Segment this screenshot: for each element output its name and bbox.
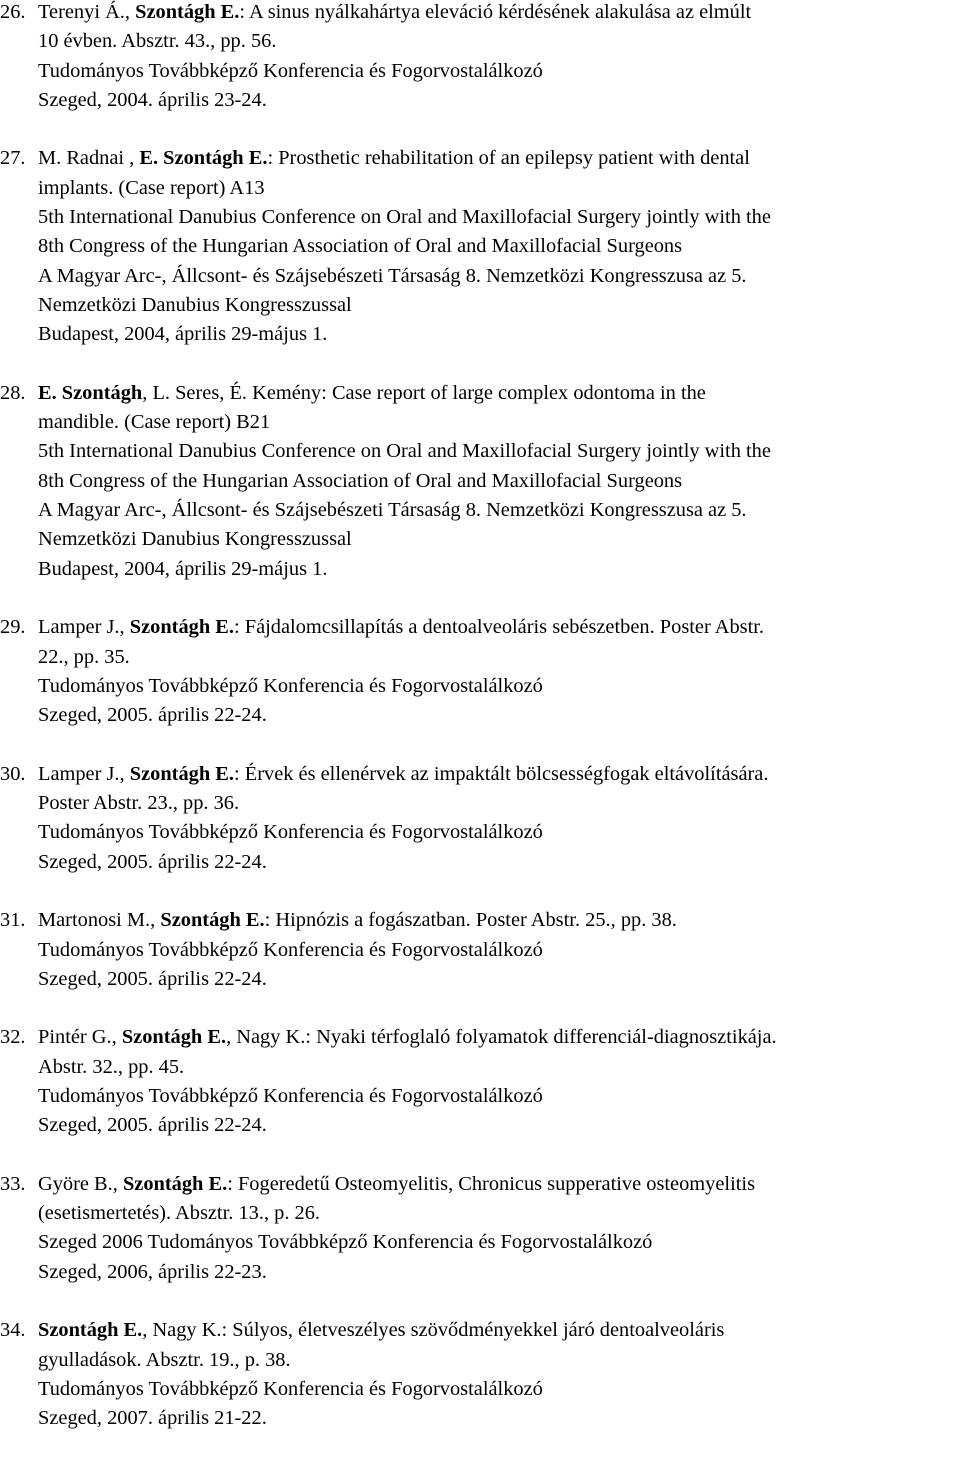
reference-text: Szeged, 2006, április 22-23. xyxy=(38,1260,267,1283)
reference-text: : A sinus nyálkahártya eleváció kérdésének alakulása az elmúlt xyxy=(239,1,752,23)
reference-line xyxy=(38,965,960,994)
author-highlight: Szontágh E. xyxy=(129,616,234,639)
reference-text: : Fájdalomcsillapítás a dentoalveoláris sebészetben. Poster Abstr. xyxy=(233,616,765,639)
reference-text: Lamper J., xyxy=(38,616,130,639)
author-highlight: E. Szontágh E. xyxy=(139,147,268,170)
reference-number: 26. xyxy=(0,1,26,23)
reference-line xyxy=(38,291,960,320)
reference-line xyxy=(38,789,960,818)
reference-line xyxy=(38,320,960,349)
reference-line xyxy=(38,408,960,437)
reference-line xyxy=(38,1316,960,1345)
reference-entry xyxy=(0,613,960,730)
reference-line xyxy=(38,496,960,525)
reference-text: Nemzetközi Danubius Kongresszussal xyxy=(38,528,352,551)
reference-text: Poster Abstr. 23., pp. 36. xyxy=(38,792,240,815)
reference-number: 27. xyxy=(0,147,26,170)
reference-text: Szeged, 2005. április 22-24. xyxy=(38,967,267,990)
reference-text: Tudományos Továbbképző Konferencia és Fogorvostalálkozó xyxy=(38,938,543,961)
reference-line xyxy=(38,1258,960,1287)
reference-text: Szeged, 2005. április 22-24. xyxy=(38,1114,267,1137)
reference-text: gyulladások. Absztr. 19., p. 38. xyxy=(38,1348,291,1371)
reference-number: 30. xyxy=(0,762,26,785)
reference-text: Szeged, 2007. április 21-22. xyxy=(38,1407,267,1430)
reference-text: Nemzetközi Danubius Kongresszussal xyxy=(38,293,352,316)
reference-text: Tudományos Továbbképző Konferencia és Fogorvostalálkozó xyxy=(38,1084,543,1107)
reference-text: Abstr. 32., pp. 45. xyxy=(38,1055,185,1078)
reference-text: A Magyar Arc-, Állcsont- és Szájsebészeti Társaság 8. Nemzetközi Kongresszusa az 5. xyxy=(38,499,747,522)
reference-text: Szeged, 2005. április 22-24. xyxy=(38,850,267,873)
reference-number: 31. xyxy=(0,909,26,932)
author-highlight: Szontágh E. xyxy=(160,909,265,932)
reference-entry xyxy=(0,1316,960,1433)
reference-number: 33. xyxy=(0,1172,26,1195)
reference-text: mandible. (Case report) B21 xyxy=(38,411,271,434)
reference-text: Pintér G., xyxy=(38,1026,122,1049)
reference-entry xyxy=(0,379,960,584)
reference-text: , L. Seres, É. Kemény: Case report of large complex odontoma in the xyxy=(142,381,706,404)
reference-text: , Nagy K.: Súlyos, életveszélyes szövődményekkel járó dentoalveoláris xyxy=(142,1319,725,1342)
reference-line xyxy=(38,1111,960,1140)
reference-line xyxy=(38,525,960,554)
reference-line xyxy=(38,643,960,672)
reference-line xyxy=(38,203,960,232)
reference-text: Tudományos Továbbképző Konferencia és Fogorvostalálkozó xyxy=(38,674,543,697)
reference-line xyxy=(38,437,960,466)
reference-line xyxy=(38,27,960,56)
reference-text: Budapest, 2004, április 29-május 1. xyxy=(38,323,328,346)
reference-line xyxy=(38,1199,960,1228)
reference-line xyxy=(38,818,960,847)
reference-line xyxy=(38,555,960,584)
reference-line xyxy=(38,57,960,86)
reference-text: : Prosthetic rehabilitation of an epilepsy patient with dental xyxy=(267,147,750,170)
author-highlight: Szontágh E. xyxy=(122,1172,228,1195)
author-highlight: Szontágh E. xyxy=(38,1319,143,1342)
reference-line xyxy=(38,760,960,789)
reference-line xyxy=(38,672,960,701)
reference-text: 10 évben. Absztr. 43., pp. 56. xyxy=(38,30,277,53)
reference-number: 29. xyxy=(0,616,26,639)
author-highlight: Szontágh E. xyxy=(135,1,240,23)
reference-text: implants. (Case report) A13 xyxy=(38,176,265,199)
author-highlight: Szontágh E. xyxy=(121,1026,227,1049)
reference-line xyxy=(38,174,960,203)
reference-text: 5th International Danubius Conference on Oral and Maxillofacial Surgery jointly with the xyxy=(38,206,771,229)
reference-text: , Nagy K.: Nyaki térfoglaló folyamatok differenciál-diagnosztikája. xyxy=(226,1026,777,1049)
reference-text: Szeged, 2005. április 22-24. xyxy=(38,704,267,727)
reference-line xyxy=(38,1228,960,1257)
reference-line xyxy=(38,232,960,261)
reference-number: 28. xyxy=(0,381,26,404)
reference-entry xyxy=(0,760,960,877)
reference-line xyxy=(38,613,960,642)
author-highlight: E. Szontágh xyxy=(38,381,143,404)
reference-line xyxy=(38,1023,960,1052)
reference-line xyxy=(38,701,960,730)
reference-text: 5th International Danubius Conference on Oral and Maxillofacial Surgery jointly with the xyxy=(38,440,771,463)
reference-line xyxy=(38,0,960,27)
reference-entry xyxy=(0,906,960,994)
reference-text: A Magyar Arc-, Állcsont- és Szájsebészeti Társaság 8. Nemzetközi Kongresszusa az 5. xyxy=(38,264,747,287)
reference-text: M. Radnai , xyxy=(38,147,140,170)
reference-number: 32. xyxy=(0,1026,26,1049)
reference-line xyxy=(38,262,960,291)
reference-text: : Érvek és ellenérvek az impaktált bölcsességfogak eltávolítására. xyxy=(233,762,769,785)
reference-line xyxy=(38,379,960,408)
reference-text: Budapest, 2004, április 29-május 1. xyxy=(38,557,328,580)
reference-line xyxy=(38,1346,960,1375)
reference-line xyxy=(38,144,960,173)
reference-text: : Fogeredetű Osteomyelitis, Chronicus supperative osteomyelitis xyxy=(227,1172,756,1195)
reference-line xyxy=(38,1082,960,1111)
reference-line xyxy=(38,906,960,935)
reference-entry xyxy=(0,0,960,115)
reference-text: Tudományos Továbbképző Konferencia és Fogorvostalálkozó xyxy=(38,59,543,82)
reference-line xyxy=(38,86,960,115)
reference-text: Szeged, 2004. április 23-24. xyxy=(38,88,267,111)
reference-entry xyxy=(0,1023,960,1140)
reference-entry xyxy=(0,1170,960,1287)
reference-line xyxy=(38,848,960,877)
reference-line xyxy=(38,1170,960,1199)
reference-text: 22., pp. 35. xyxy=(38,645,130,668)
reference-text: Terenyi Á., xyxy=(38,1,136,23)
reference-line xyxy=(38,1375,960,1404)
author-highlight: Szontágh E. xyxy=(129,762,234,785)
reference-text: Martonosi M., xyxy=(38,909,161,932)
reference-line xyxy=(38,1404,960,1433)
reference-text: Tudományos Továbbképző Konferencia és Fogorvostalálkozó xyxy=(38,1377,543,1400)
reference-text: : Hipnózis a fogászatban. Poster Abstr. 25., pp. 38. xyxy=(264,909,677,932)
reference-text: Györe B., xyxy=(38,1172,123,1195)
reference-text: 8th Congress of the Hungarian Association of Oral and Maxillofacial Surgeons xyxy=(38,235,683,258)
reference-text: Lamper J., xyxy=(38,762,130,785)
reference-text: Tudományos Továbbképző Konferencia és Fogorvostalálkozó xyxy=(38,821,543,844)
reference-text: Szeged 2006 Tudományos Továbbképző Konferencia és Fogorvostalálkozó xyxy=(38,1231,653,1254)
reference-line xyxy=(38,467,960,496)
reference-text: (esetismertetés). Absztr. 13., p. 26. xyxy=(38,1202,321,1225)
reference-number: 34. xyxy=(0,1319,26,1342)
reference-line xyxy=(38,936,960,965)
reference-line xyxy=(38,1053,960,1082)
reference-entry xyxy=(0,144,960,349)
reference-text: 8th Congress of the Hungarian Association of Oral and Maxillofacial Surgeons xyxy=(38,469,683,492)
